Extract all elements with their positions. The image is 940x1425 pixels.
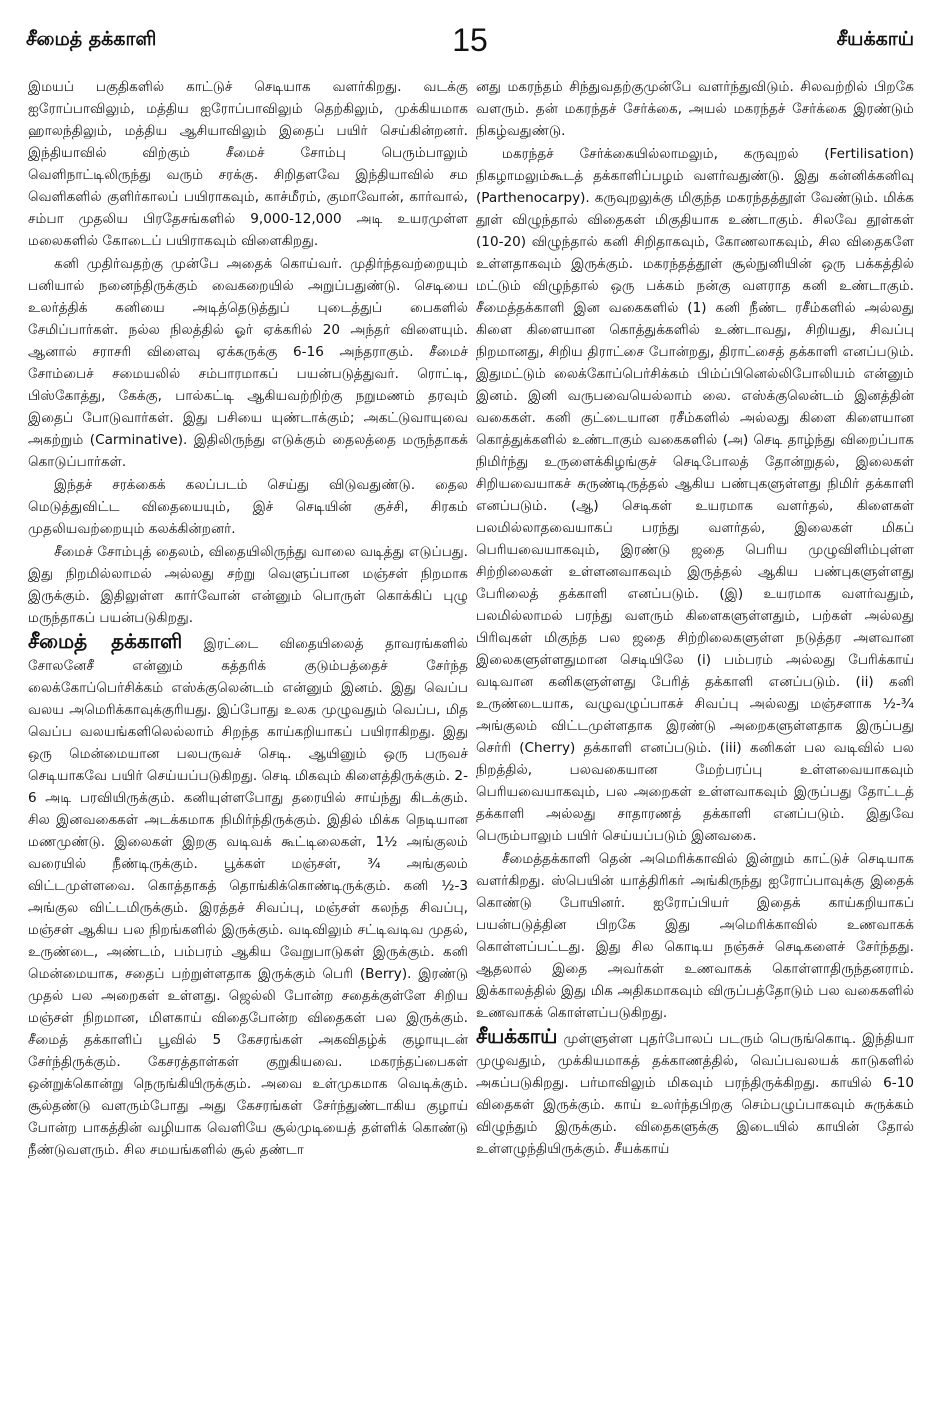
paragraph: கனி முதிர்வதற்கு முன்பே அதைக் கொய்வர். முதிர்ந்தவற்றையும் பனியால் நனைந்திருக்கும் வைகறையில் அறுப்பதுண்டு. செடியை உலர்த்திக் கனியை அடித்தெடுத்துப் புடைத்துப் பைகளில் சேமிப்பார்கள். நல்ல நிலத்தில் ஓர் ஏக்கரில் 20 அந்தர் விளையும். ஆனால் சராசரி விளைவு ஏக்கருக்கு 6-16 அந்தராகும். சீமைச் சோம்பைச் சமையலில் சம்பாரமாகப் பயன்படுத்துவர். ரொட்டி, பிஸ்கோத்து, கேக்கு, பால்கட்டி ஆகியவற்றிற்கு நறுமணம் தரவும் இதைப் போடுவார்கள். இது பசியை யுண்டாக்கும்; அகட்டுவாயுவை அகற்றும் (Carminative). இதிலிருந்து எடுக்கும் தைலத்தை மருந்தாகக் கொடுப்பார்கள். (28, 256, 468, 470)
running-head-left: சீமைத் தக்காளி (26, 28, 157, 50)
paragraph: இந்தச் சரக்கைக் கலப்படம் செய்து விடுவதுண்டு. தைல மெடுத்துவிட்ட விதையையும், இச் செடியின் குச்சி, சிரகம் முதலியவற்றையும் கலக்கின்றனர். (28, 477, 468, 537)
paragraph: மகரந்தச் சேர்க்கையில்லாமலும், கருவுறல் (Fertilisation) நிகழாமலும்கூடத் தக்காளிப்பழம் வளர்வதுண்டு. இது கன்னிக்கனிவு (Parthenocarpy). கருவுறலுக்கு மிகுந்த மகரந்தத்தூள் வேண்டும். மிக்க தூள் விழுந்தால் விதைகள் மிகுதியாக உண்டாகும். சிலவே தூள்கள் (10-20) விழுந்தால் கனி சிறிதாகவும், கோணலாகவும், சில விதைகளே உள்ளதாகவும் இருக்கும். மகரந்தத்தூள் சூல்நுனியின் ஒரு பக்கத்தில் மட்டும் விழுந்தால் ஒரு பக்கம் நன்கு வளராத கனி உண்டாகும். சீமைத்தக்காளி இன வகைகளில் (1) கனி நீண்ட ரசீம்களில் அல்லது கிளை கிளையான கொத்துக்களில் உண்டாவது, சிறியது, சிவப்பு நிறமானது, சிறிய திராட்சை போன்றது, திராட்சைத் தக்காளி எனப்படும். இதுமட்டும் லைக்கோப்பெர்சிக்கம் பிம்ப்பினெல்லிபோலியம் என்னும் இனம். இனி வருபவையெல்லாம் லை. எஸ்க்குலென்டம் இனத்தின் வகைகள். கனி குட்டையான ரசீம்களில் அல்லது கிளை கிளையான கொத்துக்களில் உண்டாகும் வகைகளில் (அ) செடி தாழ்ந்து விறைப்பாக நிமிர்ந்து உருளைக்கிழங்குச் செடிபோலத் தோன்றுதல், இலைகள் சிறியவையாகச் சுருண்டிருத்தல் ஆகிய பண்புகளுள்ளது நிமிர் தக்காளி எனப்படும். (ஆ) செடிகள் உயரமாக வளர்தல், கிளைகள் பலமில்லாதவையாகப் பரந்து வளர்தல், இலைகள் மிகப் பெரியவையாகவும், இரண்டு ஜதை பெரிய முழுவிளிம்புள்ள சிற்றிலைகள் உள்ளனவாகவும் இருத்தல் ஆகிய பண்புகளுள்ளது பேரிலைத் தக்காளி எனப்படும். (இ) உயரமாக வளர்வதும், பலமில்லாமல் பரந்து வளரும் கிளைகளுள்ளதும், பற்கள் அல்லது பிரிவுகள் மிகுந்த பல ஜதை சிற்றிலைகளுள்ள நடுத்தர அளவான இலைகளுள்ளதுமான செடியிலே (i) பம்பரம் அல்லது பேரிக்காய் வடிவான கனிகளுள்ளது பேரித் தக்காளி எனப்படும். (ii) கனி உருண்டையாக, வழுவழுப்பாகச் சிவப்பு அல்லது மஞ்சளாக ½-¾ அங்குலம் விட்டமுள்ளதாக இரண்டு அறைகளுள்ளதாக இருப்பது செர்ரி (Cherry) தக்காளி எனப்படும். (iii) கனிகள் பல வடிவில் பல நிறத்தில், பலவகையான மேற்பரப்பு உள்ளவையாகவும் பெரியவையாகவும், பல அறைகள் உள்ளவாகவும் இருப்பது தோட்டத் தக்காளி அல்லது சாதாரணத் தக்காளி எனப்படும். இதுவே பெரும்பாலும் பயிர் செய்யப்படும் இனவகை. (476, 146, 914, 844)
paragraph: னது மகரந்தம் சிந்துவதற்குமுன்பே வளர்ந்துவிடும். சிலவற்றில் பிறகே வளரும். தன் மகரந்தச் சேர்க்கை, அயல் மகரந்தச் சேர்க்கை இரண்டும் நிகழ்வதுண்டு. (476, 79, 914, 139)
entry-text: முள்ளுள்ள புதர்போலப் படரும் பெருங்கொடி. இந்தியா முழுவதும், முக்கியமாகத் தக்காணத்தில், வெப்பவலயக் காடுகளில் அகப்படுகிறது. பர்மாவிலும் மிகவும் பரந்திருக்கிறது. காயில் 6-10 விதைகள் இருக்கும். காய் உலர்ந்தபிறகு செம்பழுப்பாகவும் சுருக்கம் விழுந்தும் இருக்கும். விதைகளுக்கு இடையில் காயின் தோல் உள்ளழுந்தியிருக்கும். சீயக்காய் (476, 1031, 914, 1157)
page-number: 15 (452, 22, 488, 58)
running-head-right: சீயக்காய் (836, 28, 914, 50)
right-column (476, 76, 914, 1386)
paragraph: சீமைத்தக்காளி தென் அமெரிக்காவில் இன்றும் காட்டுச் செடியாக வளர்கிறது. ஸ்பெயின் யாத்திரிகர் அங்கிருந்து ஐரோப்பாவுக்கு இதைக் கொண்டு போயினர். ஐரோப்பியர் இதைக் காய்கறியாகப் பயன்படுத்தின பிறகே இது அமெரிக்காவில் உணவாகக் கொள்ளப்பட்டது. இது சில கொடிய நஞ்சுச் செடிகளைச் சேர்ந்தது. ஆதலால் இதை அவர்கள் உணவாகக் கொள்ளாதிருந்தனராம். இக்காலத்தில் இது மிக அதிகமாகவும் விருப்பத்தோடும் பல வகைகளில் உணவாகக் கொள்ளப்படுகிறது. (476, 851, 914, 1021)
entry-paragraph (476, 1025, 914, 1160)
paragraph: சீமைச் சோம்புத் தைலம், விதையிலிருந்து வாலை வடித்து எடுப்பது. இது நிறமில்லாமல் அல்லது சற்று வெளுப்பான மஞ்சள் நிறமாக இருக்கும். இதிலுள்ள கார்வோன் என்னும் பொருள் கொக்கிப் புழு மருந்தாகப் பயன்படுகிறது. (28, 544, 468, 626)
entry-heading: சீயக்காய் (476, 1024, 558, 1048)
left-column (28, 76, 468, 1386)
entry-heading: சீமைத் தக்காளி (28, 629, 183, 653)
entry-paragraph (28, 630, 468, 1161)
page-header (26, 22, 914, 62)
entry-text: இரட்டை விதையிலைத் தாவரங்களில் சோலனேசீ என்னும் கத்தரிக் குடும்பத்தைச் சேர்ந்த லைக்கோப்பெர்சிக்கம் எஸ்க்குலென்டம் என்னும் இனம். இது வெப்ப வலய அமெரிக்காவுக்குரியது. இப்போது உலக முழுவதும் வெப்ப, மித வெப்ப வலயங்களிலெல்லாம் சிறந்த காய்கறியாகப் பயிராகிறது. இது ஒரு மென்மையான பலபருவச் செடி. ஆயினும் ஒரு பருவச் செடியாகவே பயிர் செய்யப்படுகிறது. செடி மிகவும் கிளைத்திருக்கும். 2-6 அடி பரவியிருக்கும். கனியுள்ளபோது தரையில் சாய்ந்து கிடக்கும். சில இனவகைகள் அடக்கமாக நிமிர்ந்திருக்கும். இதில் மிக்க நெடியான மணமுண்டு. இலைகள் இறகு வடிவக் கூட்டிலைகள், 1½ அங்குலம் வரையில் நீண்டிருக்கும். பூக்கள் மஞ்சள், ¾ அங்குலம் விட்டமுள்ளவை. கொத்தாகத் தொங்கிக்கொண்டிருக்கும். கனி ½-3 அங்குல விட்டமிருக்கும். இரத்தச் சிவப்பு, மஞ்சள் கலந்த சிவப்பு, மஞ்சள் ஆகிய பல நிறங்களில் இருக்கும். வடிவிலும் சட்டிவடிவ முதல், உருண்டை, அண்டம், பம்பரம் ஆகிய வேறுபாடுகள் இருக்கும். கனி மென்மையாக, சதைப் பற்றுள்ளதாக இருக்கும் பெரி (Berry). இரண்டு முதல் பல அறைகள் உள்ளது. ஜெல்லி போன்ற சதைக்குள்ளே சிறிய மஞ்சள் நிறமான, மிளகாய் விதைபோன்ற விதைகள் பல இருக்கும். சீமைத் தக்காளிப் பூவில் 5 கேசரங்கள் அகவிதழ்க் குழாயுடன் சேர்ந்திருக்கும். கேசரத்தாள்கள் குறுகியவை. மகரந்தப்பைகள் ஒன்றுக்கொன்று நெருங்கியிருக்கும். அவை உள்முகமாக வெடிக்கும். சூல்தண்டு வளரும்போது அது கேசரங்கள் சேர்ந்துண்டாகிய குழாய் போன்ற பாகத்தின் வழியாக வெளியே சூல்முடியைத் தள்ளிக் கொண்டு நீண்டுவளரும். சில சமயங்களில் சூல் தண்டா (28, 636, 468, 1158)
paragraph: இமயப் பகுதிகளில் காட்டுச் செடியாக வளர்கிறது. வடக்கு ஐரோப்பாவிலும், மத்திய ஐரோப்பாவிலும் தெற்கிலும், முக்கியமாக ஹாலந்திலும், மத்திய ஆசியாவிலும் இதைப் பயிர் செய்கின்றனர். இந்தியாவில் விற்கும் சீமைச் சோம்பு பெரும்பாலும் வெளிநாட்டிலிருந்து வரும் சரக்கு. சிறிதளவே இந்தியாவில் சம வெளிகளில் குளிர்காலப் பயிராகவும், காச்மீரம், குமாவோன், கார்வால், சம்பா முதலிய பிரதேசங்களில் 9,000-12,000 அடி உயரமுள்ள மலைகளில் கோடைப் பயிராகவும் விளைகிறது. (28, 79, 468, 249)
